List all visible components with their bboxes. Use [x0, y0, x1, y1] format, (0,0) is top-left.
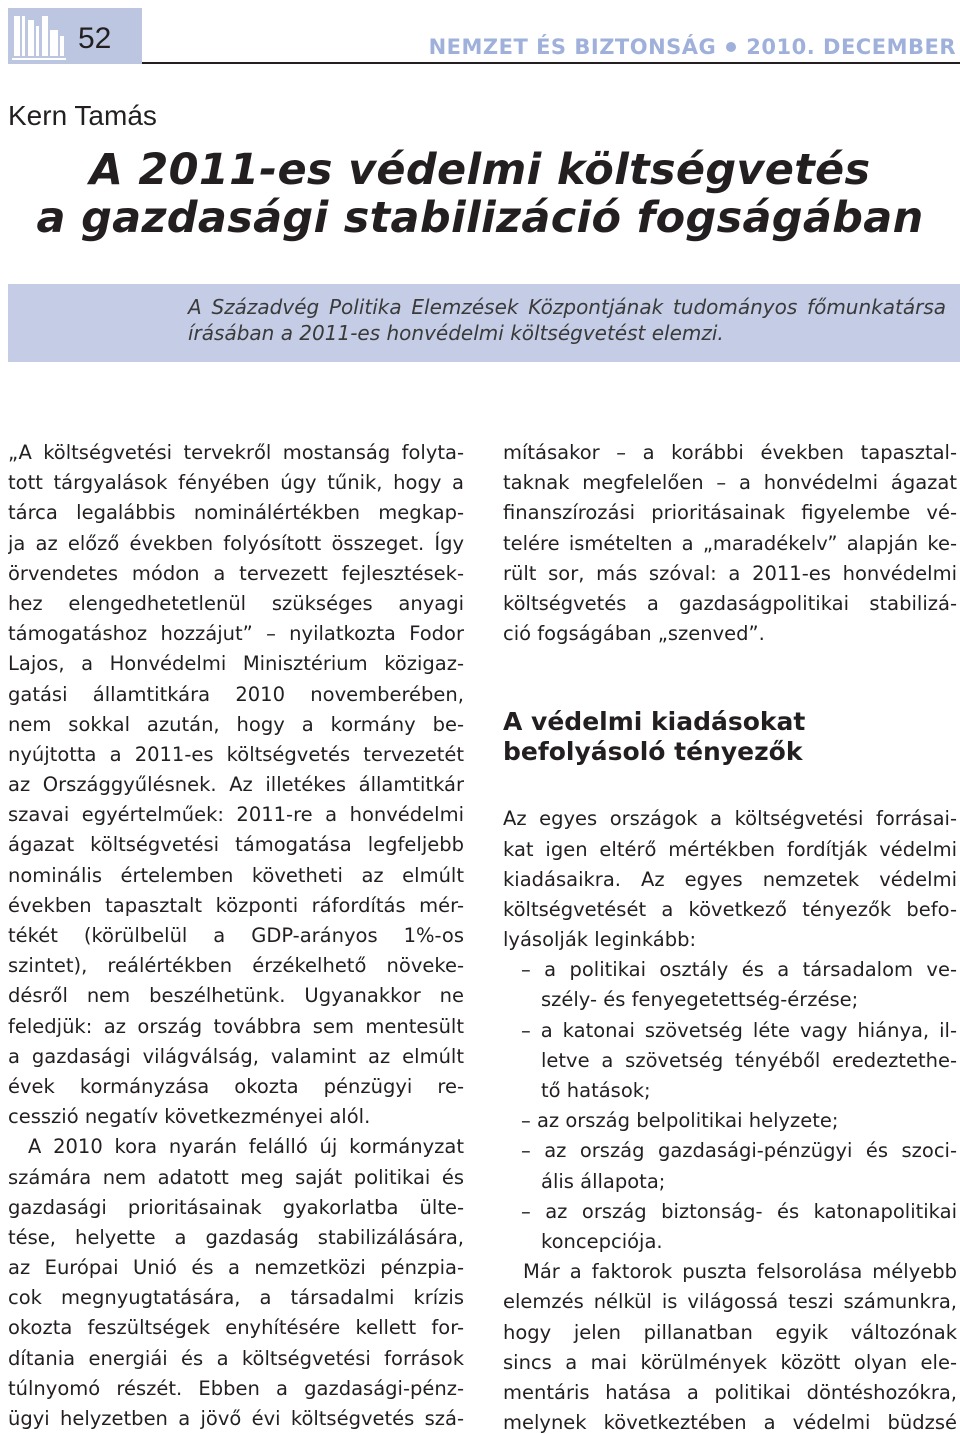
text-line: finanszírozási prioritásainak figyelembe vé- [503, 501, 957, 525]
text-line: hogy jelen pillanatban egyik változónak [503, 1320, 957, 1344]
text-line: telére ismételten a „maradékelv” alapján ke- [503, 531, 957, 555]
text-line: A 2010 kora nyarán felálló új kormányzat [28, 1135, 464, 1159]
text-line: sincs a mai körülmények között olyan ele- [503, 1350, 957, 1374]
text-line: rült sor, más szóval: a 2011-es honvédelmi [503, 561, 957, 585]
text-line: tése, helyette a gazdaság stabilizálására, [8, 1225, 464, 1249]
title-line-1: A 2011-es védelmi költségvetés [89, 145, 871, 195]
text-line: tárca legalábbis nominálértékben megkap- [8, 501, 464, 525]
title-line-2: a gazdasági stabilizáció fogságában [36, 193, 924, 243]
page-number: 52 [78, 22, 112, 55]
text-line: számára nem adatott meg saját politikai és [8, 1165, 464, 1189]
right-column-top [503, 438, 957, 649]
right-column [503, 438, 957, 1434]
text-line: cok megnyugtatására, a társadalmi krízis [8, 1286, 464, 1310]
text-line: támogatáshoz hozzájut” – nyilatkozta Fodor [8, 622, 464, 646]
text-line: ció fogságában „szenved”. [503, 622, 765, 646]
factor-item: – az ország gazdasági-pénzügyi és szoci- [521, 1139, 957, 1163]
journal-issue: 2010. DECEMBER [746, 35, 956, 59]
text-line: túlnyomó részét. Ebben a gazdasági-pénz- [8, 1376, 464, 1400]
section-heading [503, 707, 957, 767]
header-rule [142, 62, 960, 64]
lead-text: A Századvég Politika Elemzések Központjának tudományos főmunkatársa írásában a 2011-es honvédelmi költségvetést elemzi. [188, 295, 946, 345]
text-line: nem sokkal azután, hogy a kormány be- [8, 712, 464, 736]
factor-item: – az ország biztonság- és katonapolitikai [521, 1199, 957, 1223]
text-line: melynek következtében a védelmi büdzsé [503, 1411, 957, 1434]
section-heading-line-1: A védelmi kiadásokat [503, 707, 806, 737]
text-line: szintet), reálértékben érzékelhető növeke- [8, 954, 464, 978]
text-line: elemzés nélkül is világossá teszi számunkra, [503, 1290, 957, 1314]
text-line: gazdasági prioritásainak gyakorlatba ülte- [8, 1195, 464, 1219]
text-line: az Országgyűlésnek. Az illetékes államtitkár [8, 773, 464, 797]
text-line: okozta feszültségek enyhítésére kellett for- [8, 1316, 464, 1340]
text-line: nominális értelemben követheti az elmúlt [8, 863, 464, 887]
text-line: örvendetes módon a tervezett fejlesztések- [8, 561, 464, 585]
left-column [8, 438, 464, 1434]
factor-item: – az ország belpolitikai helyzete; [521, 1109, 839, 1133]
text-line: gatási államtitkára 2010 novemberében, [8, 682, 464, 706]
nb-logo-icon [8, 8, 70, 64]
right-column-intro [503, 804, 957, 955]
text-line: költségvetését a következő tényezők befo- [503, 897, 957, 921]
factor-item: – a politikai osztály és a társadalom ve- [521, 958, 957, 982]
factor-item-continuation: letve a szövetség tényéből eredeztethe- [541, 1048, 957, 1072]
text-line: lyásolják leginkább: [503, 928, 697, 952]
text-line: kat igen eltérő mértékben fordítják védelmi [503, 837, 957, 861]
text-line: „A költségvetési tervekről mostanság folyta- [8, 441, 464, 464]
text-line: a gazdasági világválság, valamint az elmúlt [8, 1044, 464, 1068]
text-line: hez elengedhetetlenül szükséges anyagi [8, 591, 464, 615]
text-line: désről nem beszélhetünk. Ugyanakkor ne [8, 984, 464, 1008]
text-line: feledjük: az ország továbbra sem mentesült [8, 1014, 464, 1038]
text-line: mításakor – a korábbi években tapasztal- [503, 441, 957, 464]
factor-item-continuation: ális állapota; [541, 1169, 666, 1193]
text-line: évek kormányzása okozta pénzügyi re- [8, 1074, 464, 1098]
lead-box [8, 284, 960, 362]
factor-item-continuation: tő hatások; [541, 1079, 651, 1102]
text-line: az Európai Unió és a nemzetközi pénzpia- [8, 1256, 464, 1280]
journal-title [429, 35, 956, 59]
text-line: tékét (körülbelül a GDP-arányos 1%-os [8, 924, 464, 947]
text-line: kiadásaikra. Az egyes nemzetek védelmi [503, 867, 957, 891]
text-line: Már a faktorok puszta felsorolása mélyebb [523, 1260, 957, 1284]
text-line: években tapasztalt központi ráfordítás mér- [8, 893, 464, 917]
text-line: tott tárgyalások fényében úgy tűnik, hogy a [8, 471, 464, 495]
text-line: dítania energiái és a költségvetési források [8, 1346, 464, 1370]
factor-item: – a katonai szövetség léte vagy hiánya, il- [521, 1018, 957, 1042]
bullet-dot-icon [726, 42, 736, 52]
section-heading-line-2: befolyásoló tényezők [503, 737, 803, 767]
text-line: szavai egyértelműek: 2011-re a honvédelmi [8, 803, 464, 827]
factor-list [503, 955, 957, 1257]
right-column-outro [503, 1257, 957, 1434]
text-line: cesszió negatív következményei alól. [8, 1105, 371, 1129]
text-line: ja az előző években folyósított összeget. Így [8, 531, 464, 555]
text-line: mentáris hatása a politikai döntéshozókra, [503, 1380, 957, 1404]
text-line: költségvetés a gazdaságpolitikai stabilizá- [503, 591, 957, 615]
text-line: taknak megfelelően – a honvédelmi ágazat [503, 471, 957, 495]
text-line: ügyi helyzetben a jövő évi költségvetés szá- [8, 1407, 464, 1430]
journal-name: NEMZET ÉS BIZTONSÁG [428, 35, 717, 59]
article-author: Kern Tamás [8, 100, 157, 131]
text-line: nyújtotta a 2011-es költségvetés tervezetét [8, 742, 464, 766]
factor-item-continuation: koncepciója. [541, 1229, 663, 1253]
article-title [0, 146, 960, 242]
text-line: Lajos, a Honvédelmi Minisztérium közigaz- [8, 652, 464, 676]
logo-box [8, 8, 142, 64]
page-header [8, 8, 960, 64]
text-line: ágazat költségvetési támogatása legfeljebb [8, 833, 464, 857]
factor-item-continuation: szély- és fenyegetettség-érzése; [541, 988, 859, 1012]
text-line: Az egyes országok a költségvetési forrásai- [503, 807, 957, 831]
